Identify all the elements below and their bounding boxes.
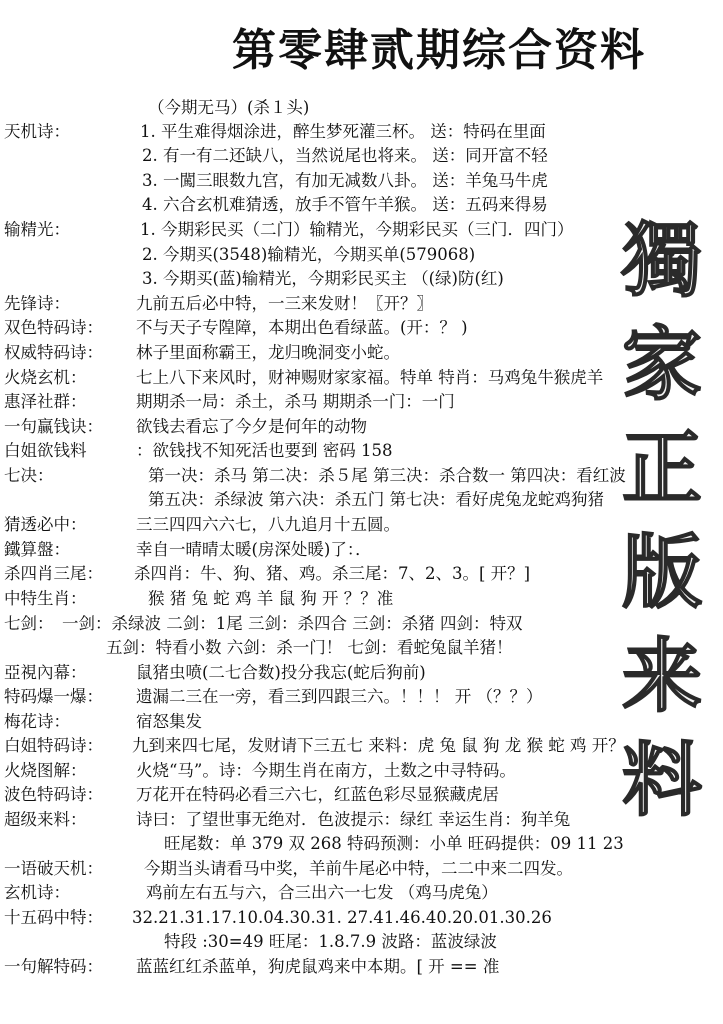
watermark-char: 獨	[622, 213, 702, 307]
row-label: 白姐特码诗：	[4, 736, 103, 755]
row-text: 宿怒集发	[136, 712, 202, 731]
row-text: 幸自一晴晴太暖(房深处暖)了：．	[136, 540, 372, 559]
row-label: 双色特码诗：	[4, 318, 103, 337]
watermark-char: 正	[622, 421, 702, 515]
row-text: 鼠猪虫喷(二七合数)投分我忘(蛇后狗前)	[136, 663, 426, 682]
row-text: 火烧“马”。诗：今期生肖在南方，土数之中寻特码。	[136, 761, 516, 780]
row-text: 万花开在特码必看三六七，红蓝色彩尽显猴藏虎居	[136, 785, 499, 804]
row-text: 猴 猪 兔 蛇 鸡 羊 鼠 狗 开 ？？准	[148, 589, 394, 608]
row-text: 期期杀一局：杀土，杀马 期期杀一门：一门	[136, 392, 455, 411]
row-label: 权威特码诗：	[4, 343, 103, 362]
row-label: 火烧图解：	[4, 761, 87, 780]
row-text: 4. 六合玄机难猜透，放手不管午羊猴。 送：五码来得易	[142, 195, 548, 214]
row-text: 九前五后必中特，一三来发财！〖开？〗	[136, 294, 433, 313]
row-text: 杀四肖：牛、狗、猪、鸡。杀三尾：7、2、3。[ 开？]	[134, 564, 531, 583]
row-text: 2. 今期买(3548)输精光，今期买单(579068)	[142, 245, 476, 264]
row-label: 鐵算盤：	[4, 540, 70, 559]
row-text: 一剑：杀绿波 二剑：1尾 三剑：杀四合 三剑：杀猪 四剑：特双	[62, 614, 523, 633]
row-label: 火烧玄机：	[4, 368, 87, 387]
row-label: 波色特码诗：	[4, 785, 103, 804]
row-label: 输精光：	[4, 220, 70, 239]
row-label: 玄机诗：	[4, 883, 70, 902]
row-text: 特段 :30=49 旺尾：1.8.7.9 波路：蓝波绿波	[164, 932, 497, 951]
row-label: 中特生肖：	[4, 589, 87, 608]
row-text: 诗曰：了望世事无绝对．色波提示：绿红 幸运生肖：狗羊兔	[136, 810, 571, 829]
row-text: 1. 今期彩民买（二门）输精光，今期彩民买（三门．四门）	[140, 220, 574, 239]
row-label: 先锋诗：	[4, 294, 70, 313]
row-text: 32.21.31.17.10.04.30.31. 27.41.46.40.20.01.30.26	[132, 908, 552, 927]
row-label: 超级来料：	[4, 810, 87, 829]
row-text: ：欲钱找不知死活也要到 密码 158	[136, 441, 393, 460]
row-text: 蓝蓝红红杀蓝单，狗虎鼠鸡来中本期。[ 开 == 准	[136, 957, 500, 976]
watermark-stamp	[612, 208, 712, 832]
watermark-char: 版	[622, 525, 702, 619]
row-text: 鸡前左右五与六，合三出六一七发 （鸡马虎兔）	[146, 883, 498, 902]
row-label: 一句赢钱诀：	[4, 417, 103, 436]
watermark-char: 料	[622, 733, 702, 827]
row-label: 一句解特码：	[4, 957, 103, 976]
row-text: 九到来四七尾，发财请下三五七 来料：虎 兔 鼠 狗 龙 猴 蛇 鸡 开？	[132, 736, 625, 755]
row-text: 今期当头请看马中奖，羊前牛尾必中特，二二中来二四发。	[144, 859, 573, 878]
row-text: 第一决：杀马 第二决：杀５尾 第三决：杀合数一 第四决：看红波	[148, 466, 626, 485]
row-text: 不与天子专隍障，本期出色看绿蓝。(开：？ )	[136, 318, 468, 337]
row-label: 特码爆一爆：	[4, 687, 103, 706]
page-title: 第零肆贰期综合资料	[232, 25, 646, 76]
row-text: 三三四四六六七，八九追月十五圆。	[136, 515, 400, 534]
row-text: 旺尾数：单 379 双 268 特码预测：小单 旺码提供：09 11 23	[164, 834, 624, 853]
row-text: 遗漏二三在一旁，看三到四跟三六。！！！ 开 （？？）	[136, 687, 543, 706]
row-text: 第五决：杀绿波 第六决：杀五门 第七决：看好虎兔龙蛇鸡狗猪	[148, 490, 604, 509]
row-text: 2. 有一有二还缺八，当然说尾也将来。 送：同开富不轻	[142, 146, 548, 165]
row-text: 七上八下来风时，财神赐财家家福。特单 特肖：马鸡兔牛猴虎羊	[136, 368, 604, 387]
watermark-char: 家	[622, 317, 702, 411]
row-text: 1. 平生难得烟涂进，醉生梦死灌三杯。 送：特码在里面	[140, 122, 546, 141]
row-label: 一语破天机：	[4, 859, 103, 878]
row-label: 十五码中特：	[4, 908, 103, 927]
row-text: 林子里面称霸王，龙归晚洞变小蛇。	[136, 343, 400, 362]
row-label: 惠泽社群：	[4, 392, 87, 411]
row-label: 亞視內幕：	[4, 663, 87, 682]
row-label: 天机诗：	[4, 122, 70, 141]
row-label: 七剑：	[4, 614, 54, 633]
row-text: 3. 一闖三眼数九宫，有加无减数八卦。 送：羊兔马牛虎	[142, 171, 548, 190]
row-text: 3. 今期买(蓝)输精光，今期彩民买主 （(绿)防(红)	[142, 269, 504, 288]
subtitle: （今期无马）(杀１头)	[148, 98, 310, 117]
row-text: 欲钱去看忘了今夕是何年的动物	[136, 417, 367, 436]
row-label: 七决：	[4, 466, 54, 485]
row-label: 白姐欲钱料	[4, 441, 87, 460]
row-label: 猜透必中：	[4, 515, 87, 534]
row-text: 五剑：特看小数 六剑：杀一门！ 七剑：看蛇兔鼠羊猪！	[106, 638, 513, 657]
watermark-char: 来	[622, 629, 702, 723]
row-label: 杀四肖三尾：	[4, 564, 103, 583]
row-label: 梅花诗：	[4, 712, 70, 731]
